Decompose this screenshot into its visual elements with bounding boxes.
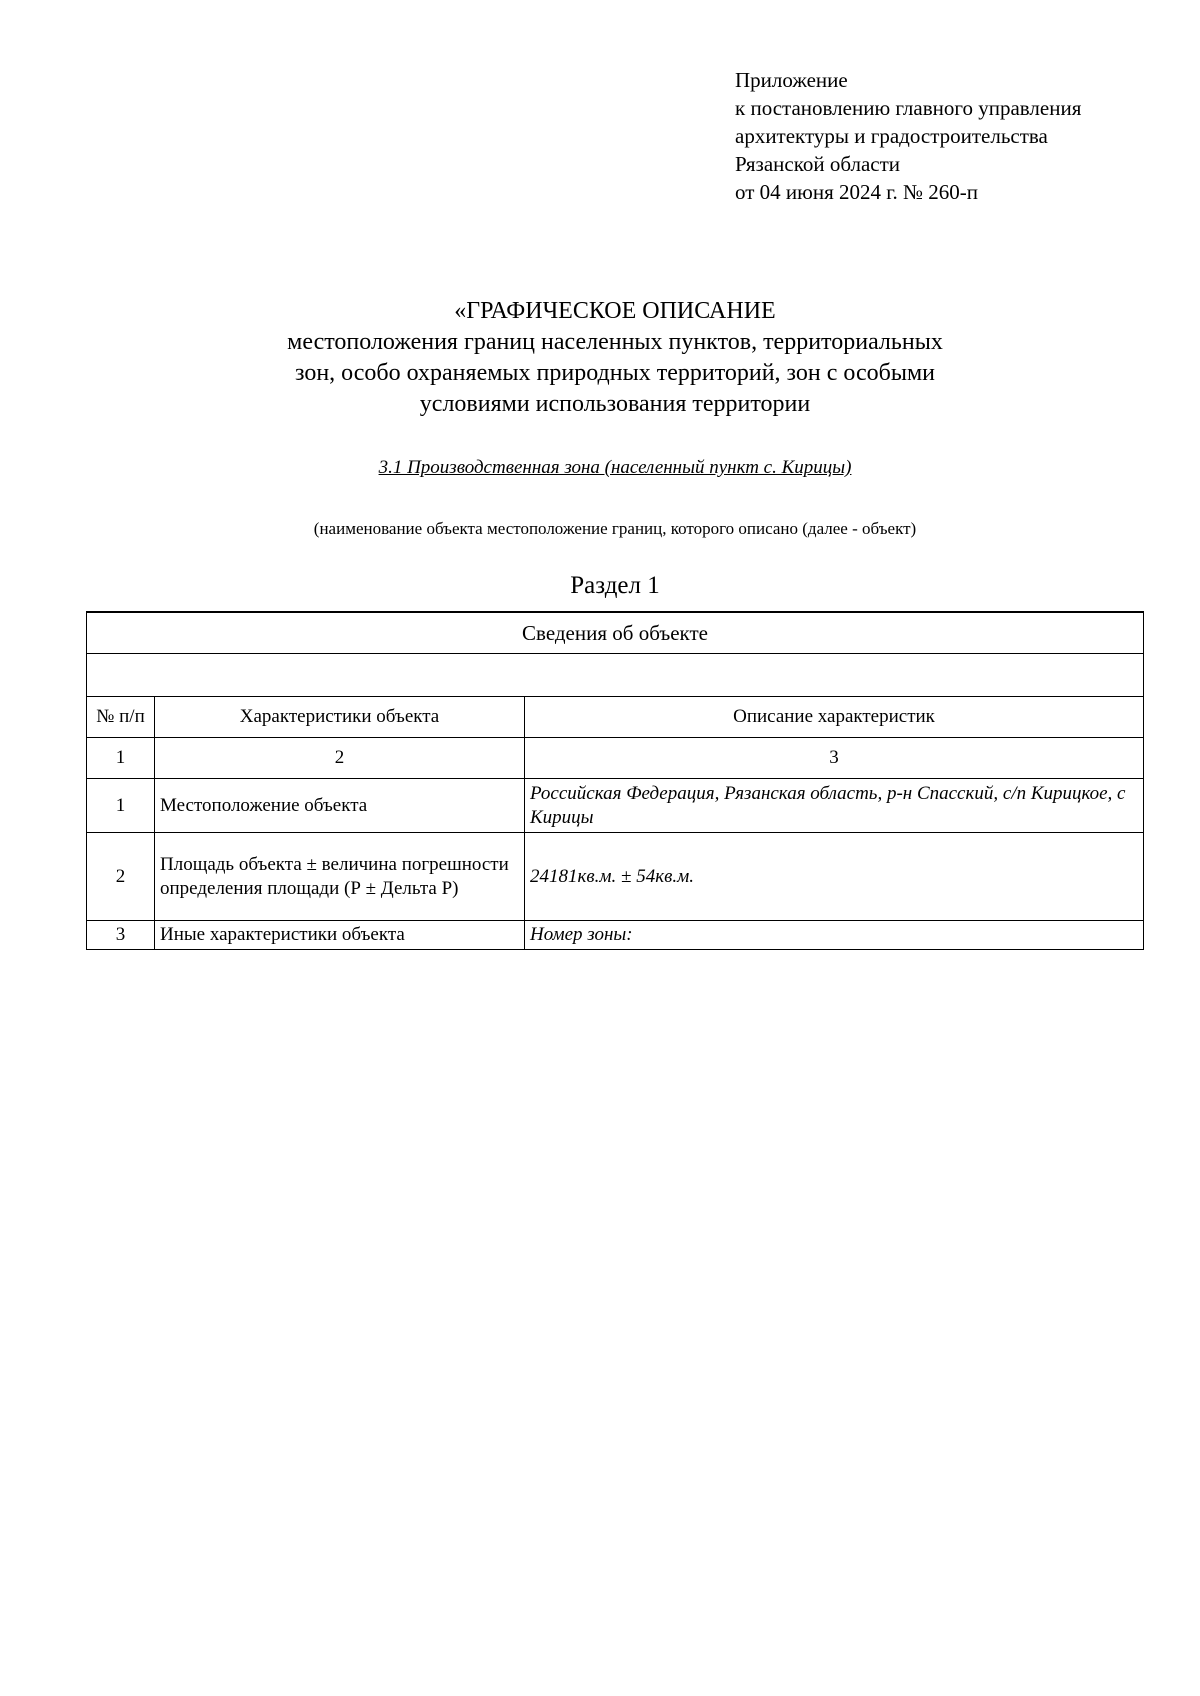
column-number: 3	[525, 738, 1144, 779]
appendix-line: к постановлению главного управления	[735, 96, 1082, 120]
section-title: Раздел 1	[570, 572, 660, 599]
appendix-line: от 04 июня 2024 г. № 260-п	[735, 180, 978, 204]
row-characteristic: Площадь объекта ± величина погрешности определения площади (Р ± Дельта Р)	[155, 833, 525, 921]
object-caption: (наименование объекта местоположение границ, которого описано (далее - объект)	[313, 519, 917, 538]
table-row	[87, 833, 1144, 921]
title-line: условиями использования территории	[419, 391, 811, 417]
row-description: Российская Федерация, Рязанская область, р-н Спасский, с/п Кирицкое, с Кирицы	[525, 779, 1144, 833]
row-description: Номер зоны:	[525, 921, 1144, 950]
title-line: «ГРАФИЧЕСКОЕ ОПИСАНИЕ	[454, 298, 776, 324]
table-header-row	[87, 697, 1144, 738]
object-name-text: 3.1 Производственная зона (населенный пункт с. Кирицы)	[378, 457, 852, 478]
row-characteristic: Местоположение объекта	[155, 779, 525, 833]
appendix-line: Рязанской области	[735, 152, 901, 176]
table-column-numbers-row	[87, 738, 1144, 779]
column-header-description: Описание характеристик	[525, 697, 1144, 738]
appendix-header	[735, 66, 1081, 206]
table-row	[87, 779, 1144, 833]
appendix-line: Приложение	[735, 68, 848, 92]
appendix-line: архитектуры и градостроительства	[735, 124, 1048, 148]
table-row	[87, 921, 1144, 950]
row-characteristic: Иные характеристики объекта	[155, 921, 525, 950]
table-heading-row	[87, 612, 1144, 654]
document-title	[86, 296, 1144, 420]
row-number: 1	[87, 779, 155, 833]
row-number: 2	[87, 833, 155, 921]
column-number: 2	[155, 738, 525, 779]
object-name	[86, 457, 1144, 479]
title-line: зон, особо охраняемых природных территорий, зон с особыми	[294, 360, 936, 386]
column-number: 1	[87, 738, 155, 779]
row-description: 24181кв.м. ± 54кв.м.	[525, 833, 1144, 921]
table-heading: Сведения об объекте	[87, 612, 1144, 654]
table-empty-row	[87, 654, 1144, 697]
title-line: местоположения границ населенных пунктов, территориальных	[287, 329, 943, 355]
table-empty-cell	[87, 654, 1144, 697]
object-info-table	[86, 611, 1144, 950]
row-number: 3	[87, 921, 155, 950]
column-header-characteristic: Характеристики объекта	[155, 697, 525, 738]
column-header-number: № п/п	[87, 697, 155, 738]
